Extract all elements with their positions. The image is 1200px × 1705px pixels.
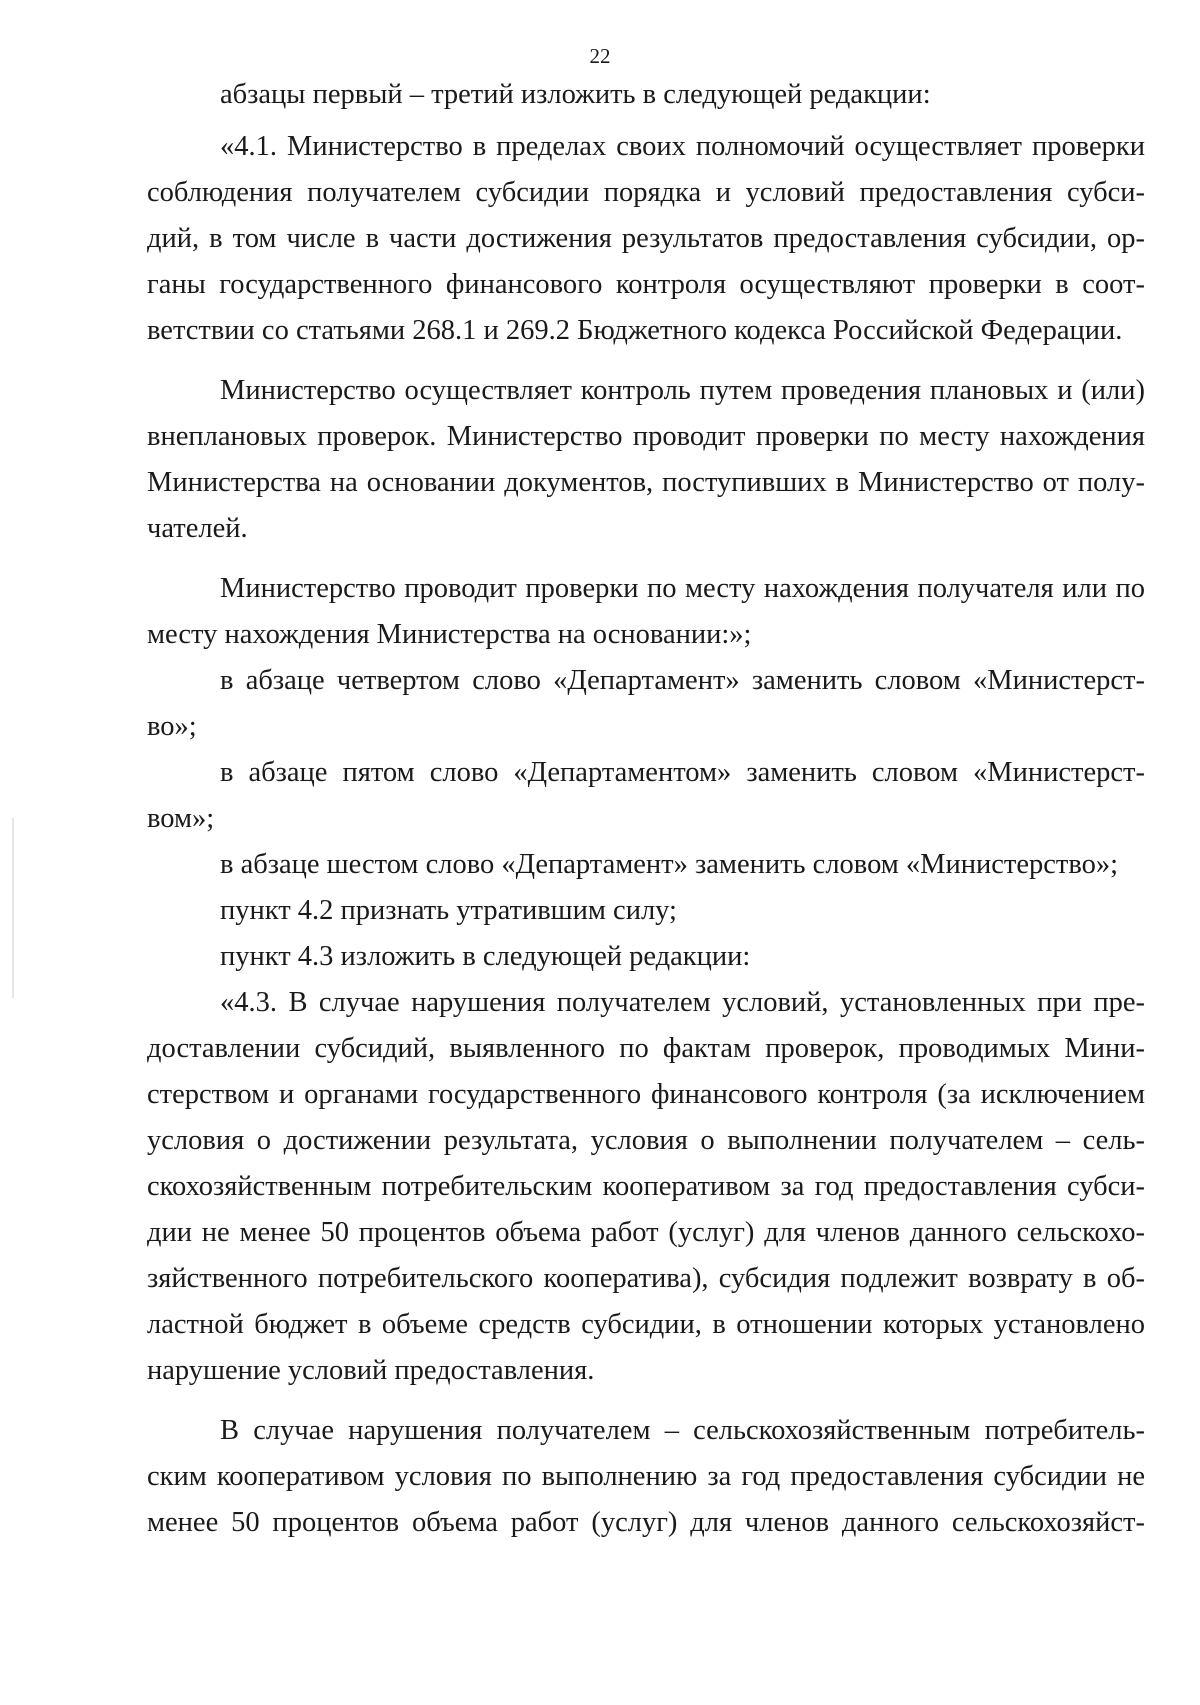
- text-line: Министерства на основании документов, поступивших в Министерство от полу-: [147, 467, 1145, 498]
- text-line: ским кооперативом условия по выполнению за год предоставления субсидии не: [147, 1461, 1145, 1492]
- text-line: абзацы первый – третий изложить в следующей редакции:: [220, 79, 931, 110]
- text-line: ганы государственного финансового контроля осуществляют проверки в соот-: [147, 269, 1145, 300]
- text-line: Министерство осуществляет контроль путем проведения плановых и (или): [220, 375, 1145, 406]
- text-line: зяйственного потребительского кооператива), субсидия подлежит возврату в об-: [147, 1263, 1145, 1294]
- text-line: «4.1. Министерство в пределах своих полномочий осуществляет проверки: [220, 131, 1145, 162]
- text-line: ластной бюджет в объеме средств субсидии, в отношении которых установлено: [147, 1309, 1145, 1340]
- text-line: пункт 4.2 признать утратившим силу;: [220, 895, 677, 926]
- text-line: доставлении субсидий, выявленного по фактам проверок, проводимых Мини-: [147, 1033, 1145, 1064]
- text-line: скохозяйственным потребительским кооперативом за год предоставления субси-: [147, 1171, 1145, 1202]
- text-line: нарушение условий предоставления.: [147, 1355, 595, 1386]
- text-line: месту нахождения Министерства на основании:»;: [147, 619, 752, 650]
- text-line: во»;: [147, 711, 197, 742]
- text-line: «4.3. В случае нарушения получателем условий, установленных при пре-: [220, 987, 1145, 1018]
- text-line: пункт 4.3 изложить в следующей редакции:: [220, 941, 751, 972]
- text-line: дии не менее 50 процентов объема работ (услуг) для членов данного сельскохо-: [147, 1217, 1145, 1248]
- text-line: вом»;: [147, 803, 215, 834]
- text-line: дий, в том числе в части достижения результатов предоставления субсидии, ор-: [147, 223, 1145, 254]
- text-line: в абзаце пятом слово «Департаментом» заменить словом «Министерст-: [220, 757, 1145, 788]
- document-body: [147, 72, 1145, 1546]
- text-line: в абзаце четвертом слово «Департамент» заменить словом «Министерст-: [220, 665, 1145, 696]
- text-line: В случае нарушения получателем – сельскохозяйственным потребитель-: [220, 1415, 1145, 1446]
- text-line: в абзаце шестом слово «Департамент» заменить словом «Министерство»;: [220, 849, 1119, 880]
- page-number: 22: [589, 44, 611, 68]
- text-line: чателей.: [147, 513, 248, 544]
- scan-artifact: [12, 818, 14, 998]
- text-line: менее 50 процентов объема работ (услуг) для членов данного сельскохозяйст-: [147, 1507, 1145, 1538]
- text-line: внеплановых проверок. Министерство проводит проверки по месту нахождения: [147, 421, 1145, 452]
- text-line: стерством и органами государственного финансового контроля (за исключением: [147, 1079, 1145, 1110]
- text-line: условия о достижении результата, условия о выполнении получателем – сель-: [147, 1125, 1145, 1156]
- text-line: ветствии со статьями 268.1 и 269.2 Бюджетного кодекса Российской Федерации.: [147, 315, 1123, 346]
- text-line: соблюдения получателем субсидии порядка и условий предоставления субси-: [147, 177, 1145, 208]
- text-line: Министерство проводит проверки по месту нахождения получателя или по: [220, 573, 1145, 604]
